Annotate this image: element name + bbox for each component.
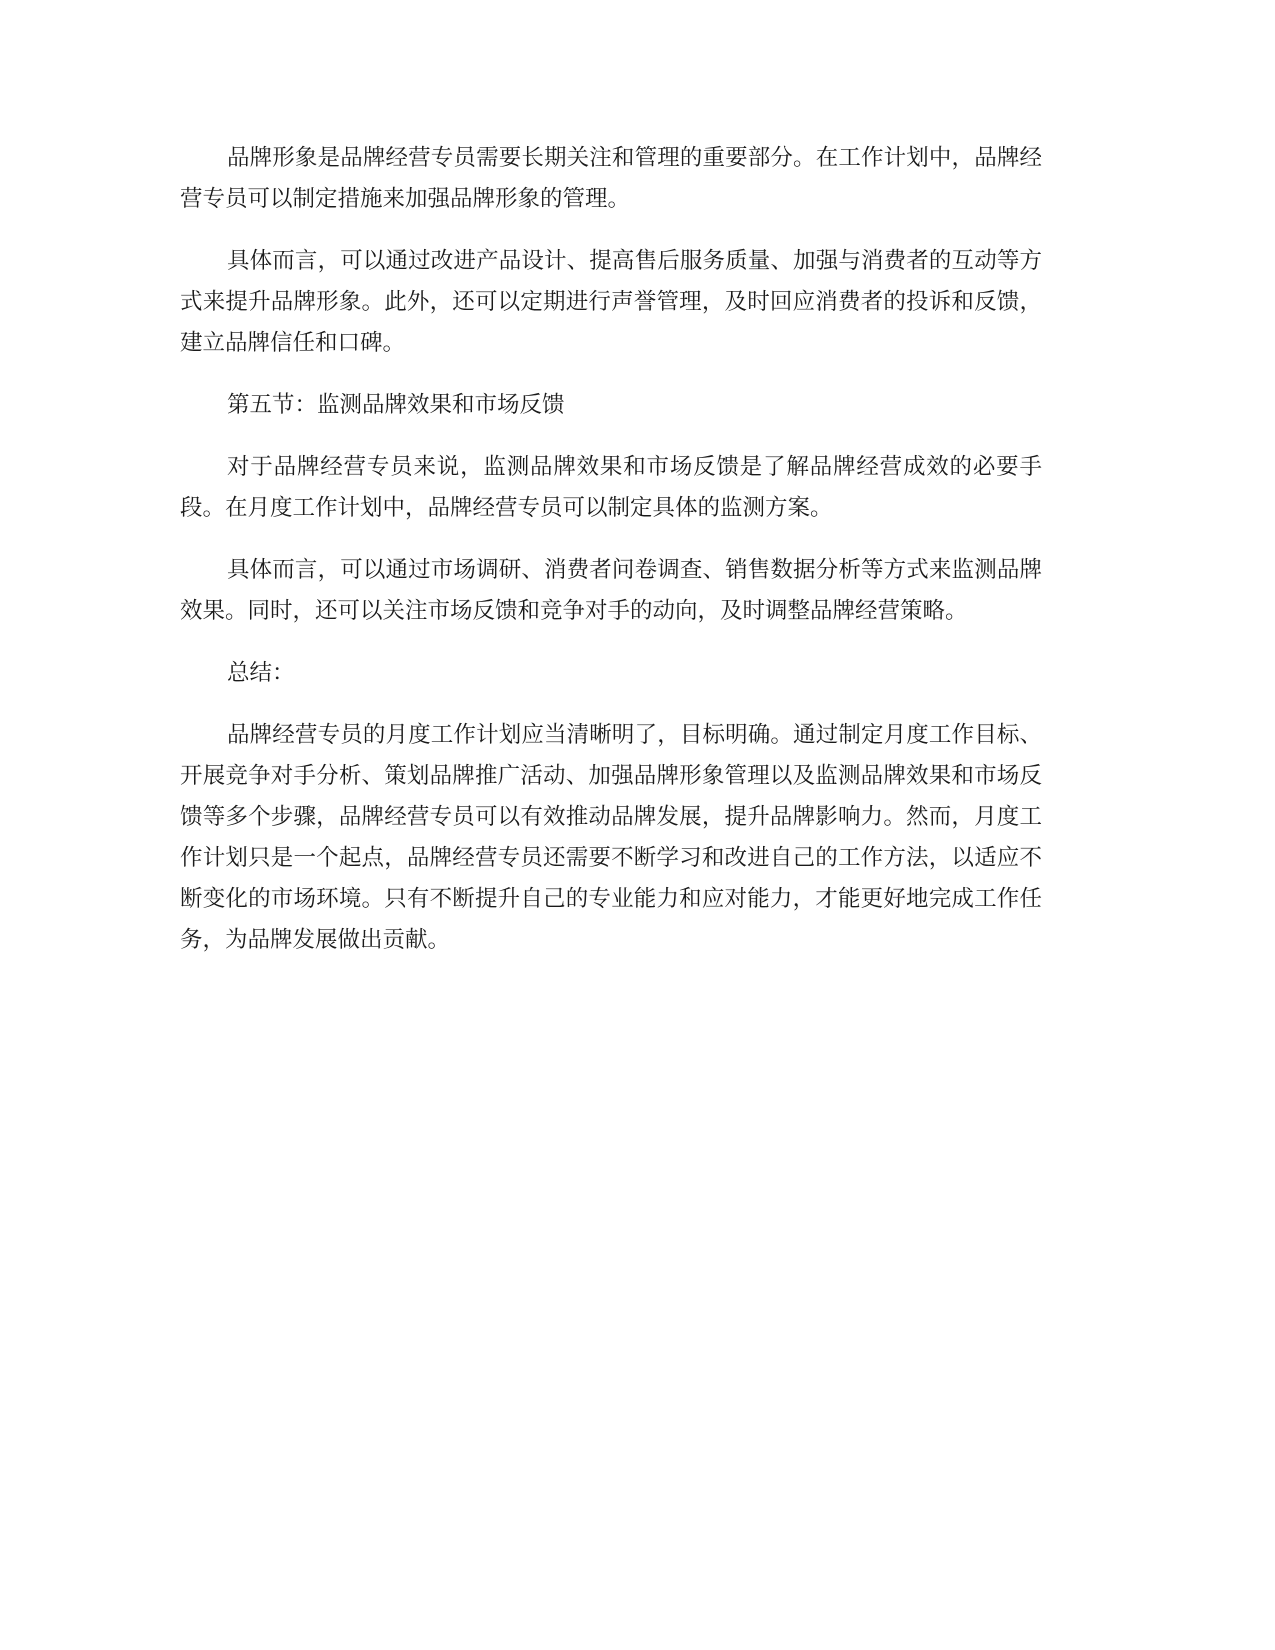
paragraph-brand-image-methods: 具体而言，可以通过改进产品设计、提高售后服务质量、加强与消费者的互动等方式来提升品牌形象。此外，还可以定期进行声誉管理，及时回应消费者的投诉和反馈，建立品牌信任和口碑。 [180, 248, 1042, 356]
summary-heading: 总结： [227, 660, 295, 686]
section-heading-5: 第五节：监测品牌效果和市场反馈 [227, 392, 565, 418]
paragraph-monitoring-methods: 具体而言，可以通过市场调研、消费者问卷调查、销售数据分析等方式来监测品牌效果。同时，还可以关注市场反馈和竞争对手的动向，及时调整品牌经营策略。 [180, 557, 1042, 624]
document-page [180, 138, 1042, 982]
paragraph-brand-image: 品牌形象是品牌经营专员需要长期关注和管理的重要部分。在工作计划中，品牌经营专员可以制定措施来加强品牌形象的管理。 [180, 145, 1042, 212]
paragraph-monitoring: 对于品牌经营专员来说，监测品牌效果和市场反馈是了解品牌经营成效的必要手段。在月度工作计划中，品牌经营专员可以制定具体的监测方案。 [180, 454, 1042, 521]
paragraph-summary: 品牌经营专员的月度工作计划应当清晰明了，目标明确。通过制定月度工作目标、开展竞争对手分析、策划品牌推广活动、加强品牌形象管理以及监测品牌效果和市场反馈等多个步骤，品牌经营专员可以有效推动品牌发展，提升品牌影响力。然而，月度工作计划只是一个起点，品牌经营专员还需要不断学习和改进自己的工作方法，以适应不断变化的市场环境。只有不断提升自己的专业能力和应对能力，才能更好地完成工作任务，为品牌发展做出贡献。 [180, 722, 1042, 953]
